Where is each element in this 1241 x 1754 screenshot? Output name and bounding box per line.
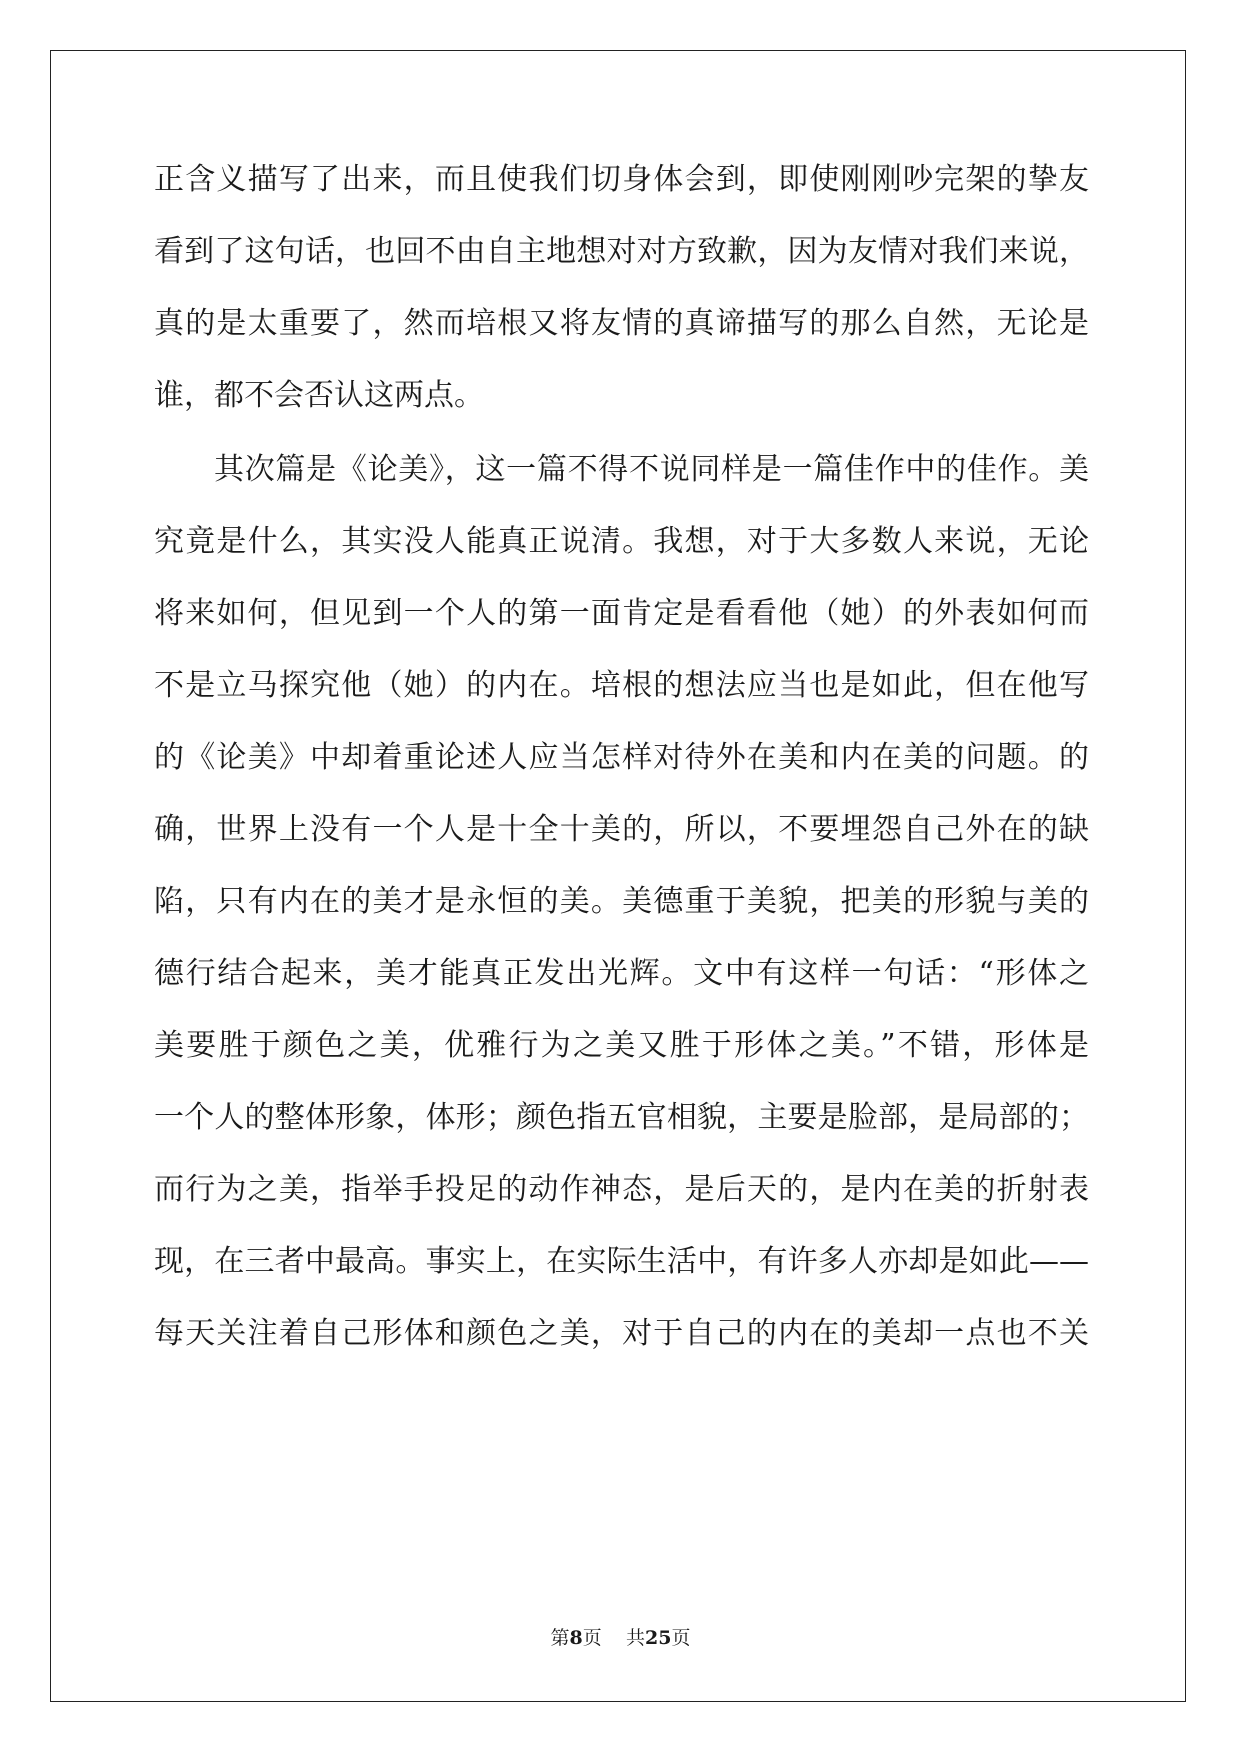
page-border <box>50 50 1186 1702</box>
paragraph-line: 正含义描写了出来，而且使我们切身体会到，即使刚刚吵完架的挚友 <box>154 162 1089 197</box>
paragraph-line: 现，在三者中最高。事实上，在实际生活中，有许多人亦却是如此—— <box>154 1244 1089 1279</box>
total-prefix: 共 <box>625 1627 645 1649</box>
page-prefix: 第 <box>550 1627 570 1649</box>
paragraph-line: 每天关注着自己形体和颜色之美，对于自己的内在的美却一点也不关 <box>154 1316 1089 1351</box>
paragraph-line: 的《论美》中却着重论述人应当怎样对待外在美和内在美的问题。的 <box>154 740 1089 775</box>
paragraph-line: 确，世界上没有一个人是十全十美的，所以，不要埋怨自己外在的缺 <box>154 812 1089 847</box>
paragraph-line: 美要胜于颜色之美，优雅行为之美又胜于形体之美。”不错，形体是 <box>154 1028 1089 1063</box>
paragraph-line: 真的是太重要了，然而培根又将友情的真谛描写的那么自然，无论是 <box>154 306 1089 341</box>
page-number: 8 <box>569 1627 583 1649</box>
paragraph-line: 德行结合起来，美才能真正发出光辉。文中有这样一句话：“形体之 <box>154 956 1089 991</box>
paragraph-line: 将来如何，但见到一个人的第一面肯定是看看他（她）的外表如何而 <box>154 596 1089 631</box>
paragraph-line: 不是立马探究他（她）的内在。培根的想法应当也是如此，但在他写 <box>154 668 1089 703</box>
paragraph-line: 一个人的整体形象，体形；颜色指五官相貌，主要是脸部，是局部的； <box>154 1100 1089 1135</box>
paragraph-line: 看到了这句话，也回不由自主地想对对方致歉，因为友情对我们来说， <box>154 234 1089 269</box>
paragraph-line: 谁，都不会否认这两点。 <box>154 378 484 413</box>
paragraph-line: 陷，只有内在的美才是永恒的美。美德重于美貌，把美的形貌与美的 <box>154 884 1089 919</box>
paragraph-line: 究竟是什么，其实没人能真正说清。我想，对于大多数人来说，无论 <box>154 524 1089 559</box>
page-suffix: 页 <box>582 1627 602 1649</box>
page-footer <box>0 1626 1241 1650</box>
total-suffix: 页 <box>671 1627 691 1649</box>
paragraph-line: 而行为之美，指举手投足的动作神态，是后天的，是内在美的折射表 <box>154 1172 1089 1207</box>
paragraph-first-line: 其次篇是《论美》，这一篇不得不说同样是一篇佳作中的佳作。美 <box>214 452 1089 487</box>
total-pages: 25 <box>644 1627 672 1649</box>
